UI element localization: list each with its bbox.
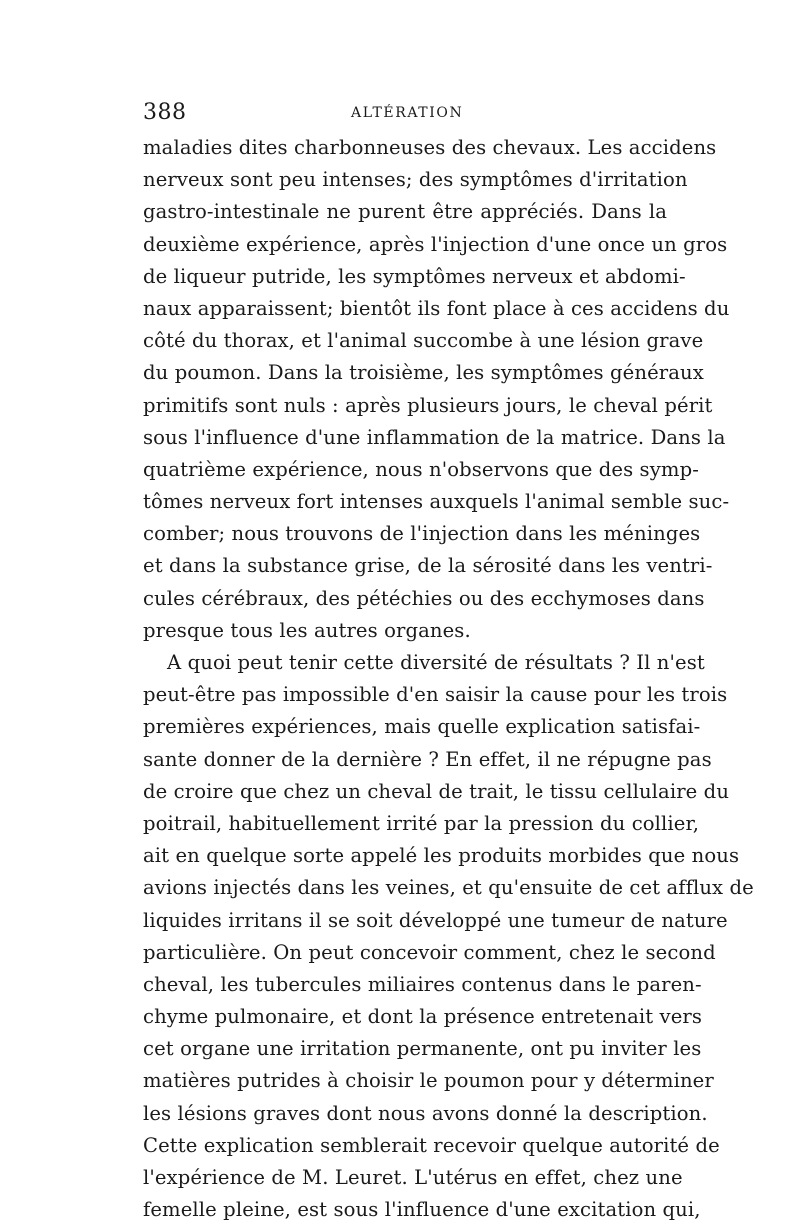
- text-line: du poumon. Dans la troisième, les symptômes généraux: [143, 361, 704, 385]
- text-line: sous l'influence d'une inflammation de la matrice. Dans la: [143, 425, 726, 449]
- text-line: primitifs sont nuls : après plusieurs jours, le cheval périt: [143, 393, 713, 417]
- text-line: gastro-intestinale ne purent être appréciés. Dans la: [143, 200, 667, 224]
- section-title: ALTÉRATION: [351, 105, 464, 121]
- text-line: quatrième expérience, nous n'observons que des symp-: [143, 457, 699, 481]
- text-line: peut-être pas impossible d'en saisir la cause pour les trois: [143, 683, 728, 707]
- text-line: A quoi peut tenir cette diversité de résultats ? Il n'est: [167, 651, 705, 674]
- text-line: tômes nerveux fort intenses auxquels l'animal semble suc-: [143, 490, 730, 514]
- text-line: chyme pulmonaire, et dont la présence entretenait vers: [143, 1005, 703, 1029]
- text-line: poitrail, habituellement irrité par la pression du collier,: [143, 811, 700, 835]
- running-head: [143, 100, 667, 130]
- text-line: naux apparaissent; bientôt ils font place à ces accidens du: [143, 296, 730, 320]
- text-line: particulière. On peut concevoir comment, chez le second: [143, 940, 716, 964]
- page-number: 388: [143, 100, 187, 125]
- text-line: de croire que chez un cheval de trait, le tissu cellulaire du: [143, 779, 730, 803]
- text-line: et dans la substance grise, de la sérosité dans les ventri-: [143, 554, 713, 578]
- text-line: avions injectés dans les veines, et qu'ensuite de cet afflux de: [143, 876, 754, 900]
- text-line: Cette explication semblerait recevoir quelque autorité de: [143, 1133, 720, 1157]
- text-line: de liqueur putride, les symptômes nerveux et abdomi-: [143, 264, 686, 288]
- text-line: cheval, les tubercules miliaires contenus dans le paren-: [143, 972, 702, 996]
- text-line: sante donner de la dernière ? En effet, il ne répugne pas: [143, 747, 712, 771]
- text-line: femelle pleine, est sous l'influence d'une excitation qui,: [143, 1198, 701, 1222]
- text-line: deuxième expérience, après l'injection d'une once un gros: [143, 232, 728, 256]
- text-line: maladies dites charbonneuses des chevaux. Les accidens: [143, 136, 717, 159]
- text-line: liquides irritans il se soit développé une tumeur de nature: [143, 908, 728, 932]
- text-line: les lésions graves dont nous avons donné la description.: [143, 1101, 708, 1125]
- text-line: premières expériences, mais quelle explication satisfai-: [143, 715, 701, 739]
- text-line: matières putrides à choisir le poumon pour y déterminer: [143, 1069, 714, 1093]
- text-line: côté du thorax, et l'animal succombe à une lésion grave: [143, 329, 704, 353]
- text-line: l'expérience de M. Leuret. L'utérus en effet, chez une: [143, 1166, 683, 1189]
- text-line: comber; nous trouvons de l'injection dans les méninges: [143, 522, 701, 546]
- text-line: ait en quelque sorte appelé les produits morbides que nous: [143, 844, 740, 868]
- text-line: cet organe une irritation permanente, ont pu inviter les: [143, 1037, 702, 1061]
- text-line: presque tous les autres organes.: [143, 618, 471, 642]
- body-text: [143, 132, 754, 1226]
- text-line: cules cérébraux, des pétéchies ou des ecchymoses dans: [143, 586, 705, 610]
- text-line: nerveux sont peu intenses; des symptômes d'irritation: [143, 168, 688, 192]
